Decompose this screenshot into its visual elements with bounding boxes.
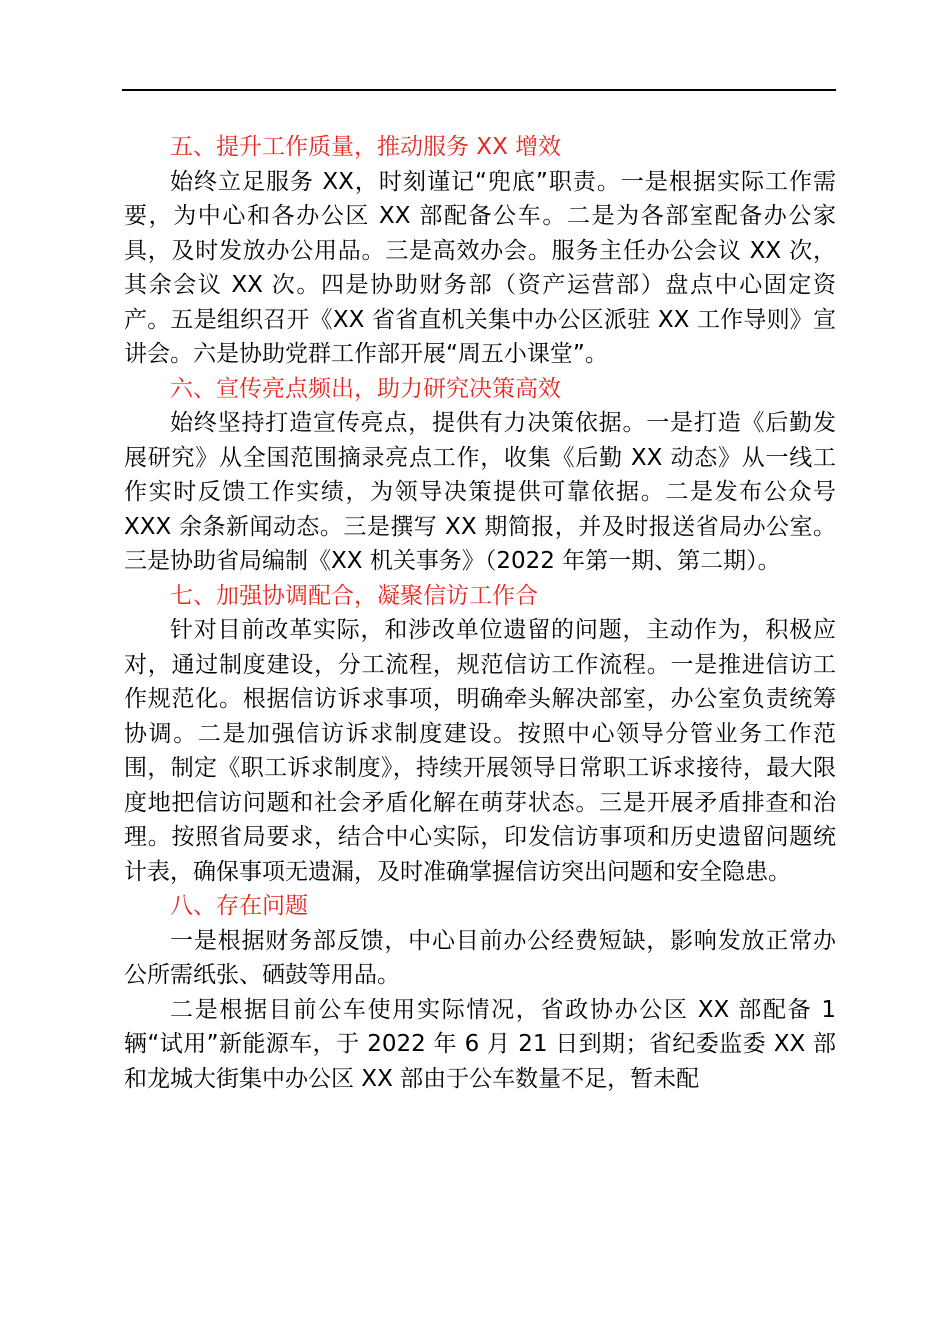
- document-body: [124, 130, 836, 1096]
- section-heading-5: 五、提升工作质量，推动服务 XX 增效: [170, 134, 562, 160]
- section-heading-8: 八、存在问题: [170, 893, 308, 919]
- header-rule: [122, 89, 836, 91]
- section-heading-7: 七、加强协调配合，凝聚信访工作合: [170, 582, 538, 609]
- section-paragraph-5: 始终立足服务 XX，时刻谨记“兜底”职责。一是根据实际工作需要，为中心和各办公区 XX 部配备公车。二是为各部室配备办公家具，及时发放办公用品。三是高效办会。服务主任办公会议 XX 次，其余会议 XX 次。四是协助财务部（资产运营部）盘点中心固定资产。五是组织召开《XX 省省直机关集中办公区派驻 XX 工作导则》宣讲会。六是协助党群工作部开展“周五小课堂”。: [124, 168, 836, 367]
- section-paragraph-7: 针对目前改革实际，和涉改单位遗留的问题，主动作为，积极应对，通过制度建设，分工流程，规范信访工作流程。一是推进信访工作规范化。根据信访诉求事项，明确牵头解决部室，办公室负责统筹协调。二是加强信访诉求制度建设。按照中心领导分管业务工作范围，制定《职工诉求制度》，持续开展领导日常职工诉求接待，最大限度地把信访问题和社会矛盾化解在萌芽状态。三是开展矛盾排查和治理。按照省局要求，结合中心实际，印发信访事项和历史遗留问题统计表，确保事项无遗漏，及时准确掌握信访突出问题和安全隐患。: [124, 617, 836, 885]
- section-paragraph-8-2: 二是根据目前公车使用实际情况，省政协办公区 XX 部配备 1 辆“试用”新能源车，于 2022 年 6 月 21 日到期；省纪委监委 XX 部和龙城大街集中办公区 XX 部由于公车数量不足，暂未配: [124, 996, 836, 1092]
- section-heading-6: 六、宣传亮点频出，助力研究决策高效: [170, 375, 561, 402]
- section-paragraph-6: 始终坚持打造宣传亮点，提供有力决策依据。一是打造《后勤发展研究》从全国范围摘录亮点工作，收集《后勤 XX 动态》从一线工作实时反馈工作实绩，为领导决策提供可靠依据。二是发布公众号 XXX 余条新闻动态。三是撰写 XX 期简报，并及时报送省局办公室。三是协助省局编制《XX 机关事务》（2022 年第一期、第二期）。: [124, 410, 836, 574]
- section-paragraph-8-1: 一是根据财务部反馈，中心目前办公经费短缺，影响发放正常办公所需纸张、硒鼓等用品。: [124, 927, 836, 988]
